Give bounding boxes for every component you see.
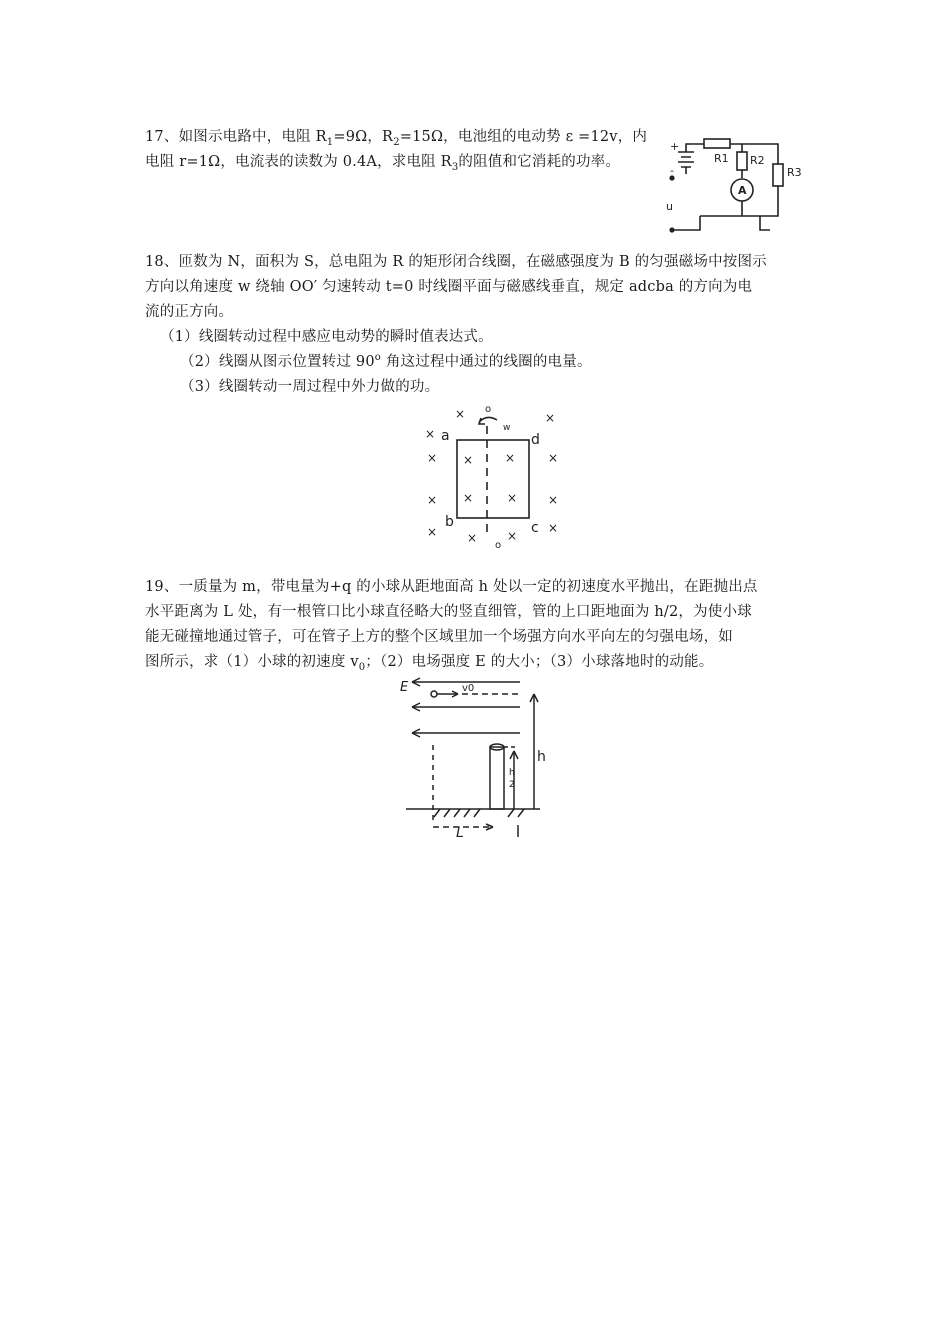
field-cross: × xyxy=(427,525,438,539)
ammeter-label: A xyxy=(738,184,747,197)
coil-rectangle xyxy=(457,440,529,518)
field-cross: × xyxy=(507,529,518,543)
field-cross: × xyxy=(427,451,438,465)
field-cross: × xyxy=(548,451,559,465)
circuit-wire xyxy=(686,144,704,152)
circuit-wire xyxy=(760,216,770,230)
minus-label: - xyxy=(670,164,674,177)
field-cross: × xyxy=(455,407,466,421)
field-cross: × xyxy=(548,521,559,535)
field-cross: × xyxy=(463,453,474,467)
field-cross: × xyxy=(467,531,478,545)
q19-field-figure xyxy=(400,675,550,840)
label-e: E xyxy=(400,680,409,695)
label-o-top: o xyxy=(485,404,492,415)
field-cross: × xyxy=(548,493,559,507)
q19-line2: 水平距离为 L 处，有一根管口比小球直径略大的竖直细管，管的上口距地面为 h/2，为使小球 xyxy=(145,604,752,620)
tube xyxy=(490,747,504,809)
field-cross: × xyxy=(507,491,518,505)
label-v0: v0 xyxy=(462,683,475,694)
label-o-bottom: o xyxy=(495,540,502,550)
battery-icon xyxy=(678,152,694,167)
q19-line1: 19、一质量为 m，带电量为+q 的小球从距地面高 h 处以一定的初速度水平抛出，在距抛出点 xyxy=(145,579,758,595)
circuit-wire xyxy=(672,216,700,230)
q18-coil-figure xyxy=(415,400,575,550)
q19-line4: 图所示，求（1）小球的初速度 $v_0$；（2）电场强度 E 的大小；（3）小球落地时的动能。 xyxy=(145,654,714,673)
q17-circuit-figure xyxy=(660,130,810,240)
rotation-arrow-icon xyxy=(479,417,497,422)
r3-resistor xyxy=(773,164,783,186)
q18-sub1: （1）线圈转动过程中感应电动势的瞬时值表达式。 xyxy=(160,329,493,345)
label-h: h xyxy=(537,749,546,765)
q19-line3: 能无碰撞地通过管子，可在管子上方的整个区域里加一个场强方向水平向左的匀强电场，如 xyxy=(145,629,733,645)
label-d: d xyxy=(531,432,540,448)
r1-label: R1 xyxy=(714,152,729,165)
q18-line1: 18、匝数为 N，面积为 S，总电阻为 R 的矩形闭合线圈，在磁感强度为 B 的匀强磁场中按图示 xyxy=(145,254,767,270)
label-h2-bottom: 2 xyxy=(509,780,515,790)
ball-icon xyxy=(431,691,437,697)
ground-hatch xyxy=(434,809,524,817)
r2-label: R2 xyxy=(750,154,765,167)
label-b: b xyxy=(445,514,454,530)
plus-label: + xyxy=(670,140,680,153)
field-cross: × xyxy=(425,427,436,441)
u-label: u xyxy=(666,200,673,213)
label-c: c xyxy=(531,520,539,536)
q18-sub3: （3）线圈转动一周过程中外力做的功。 xyxy=(180,379,440,395)
r2-resistor xyxy=(737,152,747,170)
label-w: w xyxy=(503,423,511,433)
field-cross: × xyxy=(505,451,516,465)
r1-resistor xyxy=(704,139,730,148)
field-cross: × xyxy=(463,491,474,505)
q17-line1: 17、如图示电路中，电阻 $R_1=9\Omega$，$R_2=15\Omega$，电池组的电动势 ε =12v，内 xyxy=(145,129,648,148)
q18-sub2: （2）线圈从图示位置转过 90$^o$ 角这过程中通过的线圈的电量。 xyxy=(180,352,592,370)
field-cross: × xyxy=(427,493,438,507)
label-h2-top: h xyxy=(509,768,515,778)
label-a: a xyxy=(441,428,450,444)
q18-line2: 方向以角速度 w 绕轴 OO′ 匀速转动 t=0 时线圈平面与磁感线垂直，规定 adcba 的方向为电 xyxy=(145,279,753,295)
q17-line2: 电阻 r=1Ω，电流表的读数为 0.4A，求电阻 $R_3$的阻值和它消耗的功率。 xyxy=(145,154,621,173)
label-l: L xyxy=(456,825,464,840)
r3-label: R3 xyxy=(787,166,802,179)
q18-line3: 流的正方向。 xyxy=(145,304,234,320)
field-cross: × xyxy=(545,411,556,425)
